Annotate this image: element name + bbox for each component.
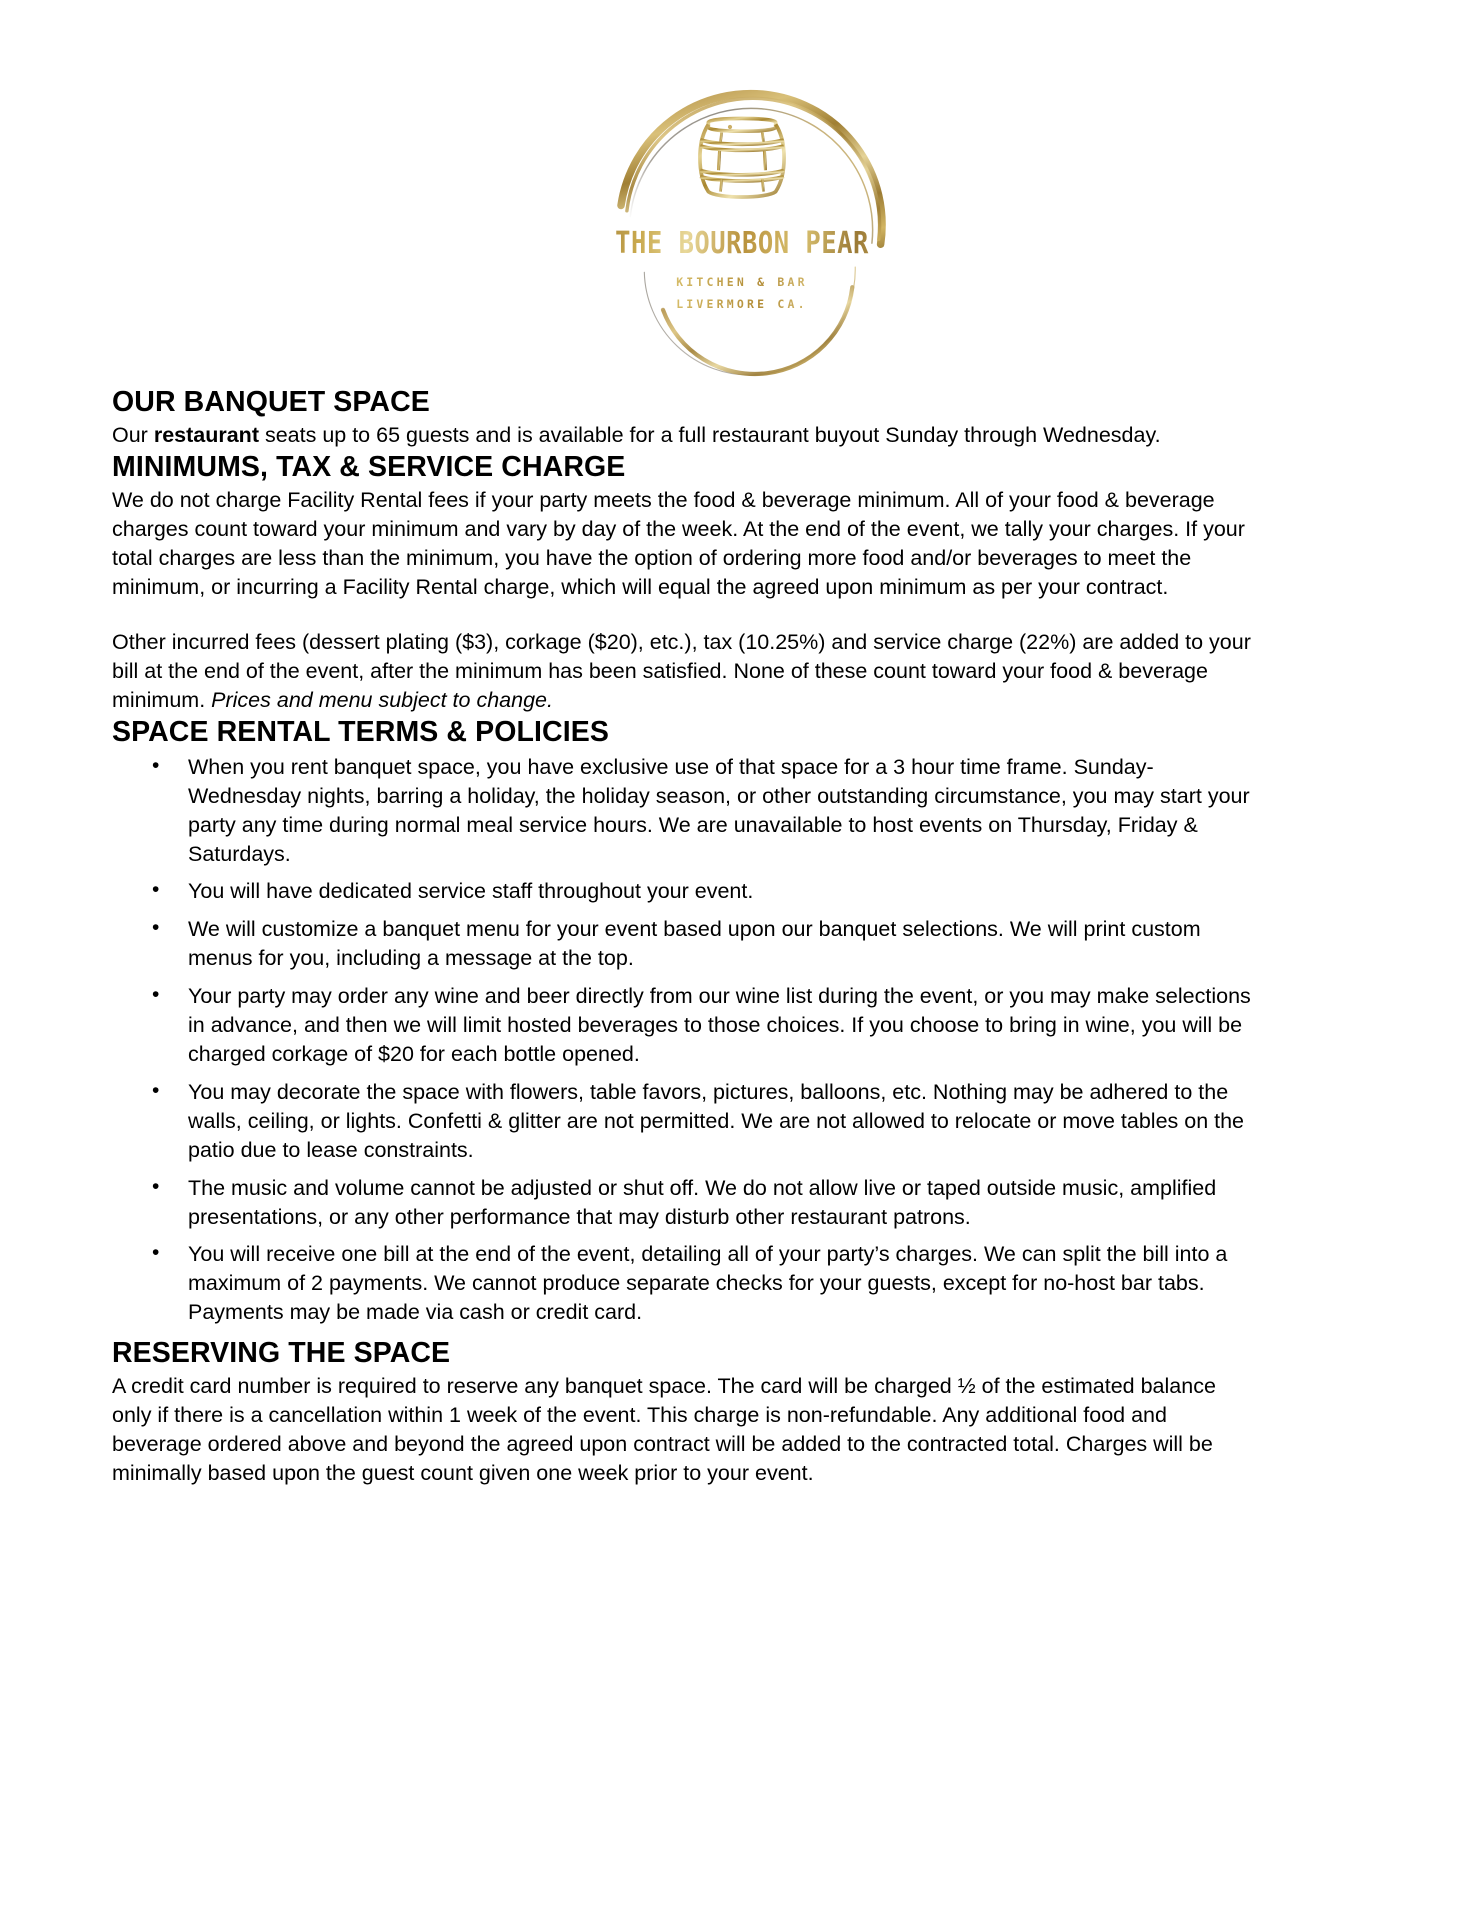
paragraph-our-banquet-space — [112, 421, 1252, 450]
list-item: • When you rent banquet space, you have exclusive use of that space for a 3 hour time frame. Sunday-Wednesday nights, barring a holiday, the holiday season, or other outstanding circumstance, you may start your party any time during normal meal service hours. We are unavailable to host events on Thursday, Friday & Saturdays. — [112, 753, 1252, 869]
paragraph-minimums-1: We do not charge Facility Rental fees if your party meets the food & beverage minimum. All of your food & beverage charges count toward your minimum and vary by day of the week. At the end of the event, we tally your charges. If your total charges are less than the minimum, you have the option of ordering more food and/or beverages to meet the minimum, or incurring a Facility Rental charge, which will equal the agreed upon minimum as per your contract. — [112, 488, 1245, 599]
paragraph-reserving-the-space: A credit card number is required to reserve any banquet space. The card will be charged ½ of the estimated balance only if there is a cancellation within 1 week of the event. This charge is non-refundable. Any additional food and beverage ordered above and beyond the agreed upon contract will be added to the contracted total. Charges will be minimally based upon the guest count given one week prior to your event. — [112, 1374, 1216, 1486]
text-fragment: seats up to 65 guests and is available for a full restaurant buyout Sunday through Wednesday. — [258, 423, 1161, 448]
text-bold-restaurant: restaurant — [153, 423, 259, 448]
list-item: • You will have dedicated service staff throughout your event. — [112, 877, 1252, 906]
text-fragment: Other incurred fees (dessert plating ($3), corkage ($20), etc.), tax (10.25%) and service charge (22%) are added to your bill at the end of the event, after the minimum has been satisfied. None of these count toward your food & beverage minimum. — [112, 629, 1251, 712]
paragraph-spacer — [112, 602, 1252, 628]
logo-tagline-kitchen-bar: KITCHEN & BAR — [582, 275, 902, 289]
text-italic-prices-subject-to-change: Prices and menu subject to change. — [211, 687, 553, 712]
list-item: • You will receive one bill at the end of the event, detailing all of your party’s charges. We can split the bill into a maximum of 2 payments. We cannot produce separate checks for your guests, except for no-host bar tabs. Payments may be made via cash or credit card. — [112, 1240, 1252, 1327]
text-fragment: Our — [112, 423, 154, 448]
logo-circle-brushstroke-icon — [582, 63, 902, 383]
heading-minimums-tax-service-charge: MINIMUMS, TAX & SERVICE CHARGE — [112, 451, 626, 484]
list-item: • We will customize a banquet menu for your event based upon our banquet selections. We will print custom menus for you, including a message at the top. — [112, 915, 1252, 973]
list-item: • You may decorate the space with flowers, table favors, pictures, balloons, etc. Nothing may be adhered to the walls, ceiling, or lights. Confetti & glitter are not permitted. We are not allowed to relocate or move tables on the patio due to lease constraints. — [112, 1078, 1252, 1165]
heading-our-banquet-space: OUR BANQUET SPACE — [112, 386, 430, 418]
brand-logo — [0, 58, 1484, 388]
heading-space-rental-terms-policies: SPACE RENTAL TERMS & POLICIES — [112, 715, 609, 748]
logo-brand-name: THE BOURBON PEAR — [582, 226, 902, 261]
list-item: • The music and volume cannot be adjusted or shut off. We do not allow live or taped outside music, amplified presentations, or any other performance that may disturb other restaurant patrons. — [112, 1174, 1252, 1232]
logo-wrap — [582, 63, 902, 383]
list-item: • Your party may order any wine and beer directly from our wine list during the event, or you may make selections in advance, and then we will limit hosted beverages to those choices. If you choose to bring in wine, you will be charged corkage of $20 for each bottle opened. — [112, 982, 1252, 1069]
list-space-rental-terms — [112, 753, 1252, 1327]
paragraph-minimums-2 — [112, 628, 1252, 715]
document-content — [112, 385, 1252, 1488]
logo-tagline-location: LIVERMORE CA. — [582, 297, 902, 311]
heading-reserving-the-space: RESERVING THE SPACE — [112, 1337, 451, 1370]
